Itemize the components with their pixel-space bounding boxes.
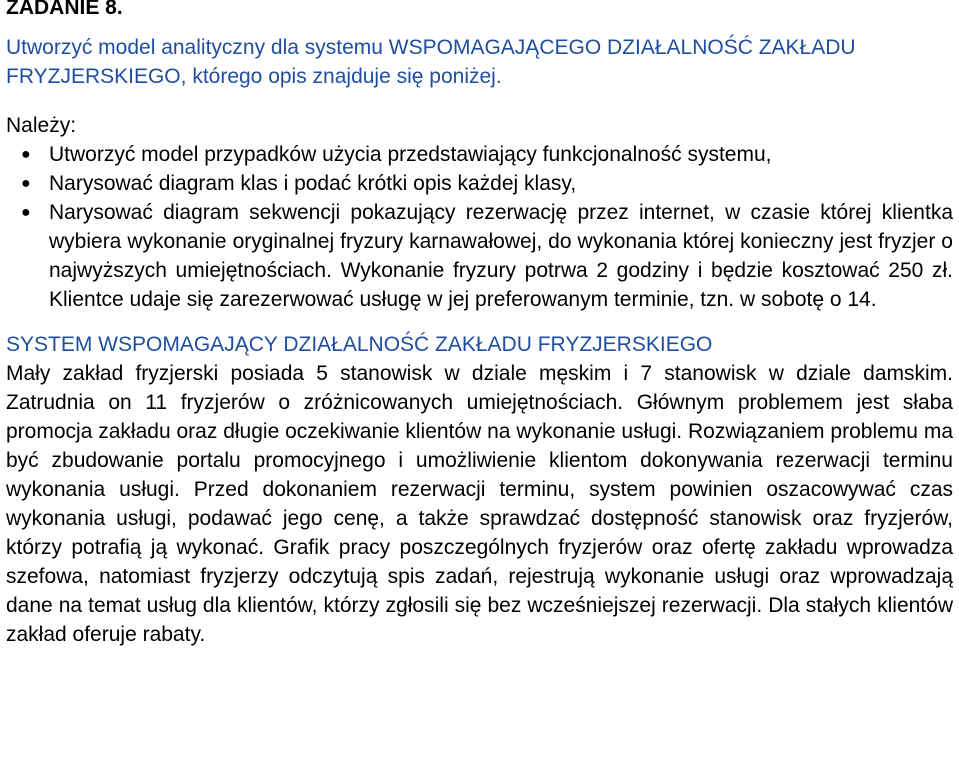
task-heading: ZADANIE 8. [6, 0, 123, 19]
bullet-icon: ● [21, 146, 31, 163]
task-item [6, 140, 953, 169]
document-page [6, 0, 953, 649]
task-item-text: Utworzyć model przypadków użycia przedstawiający funkcjonalność systemu, [49, 143, 772, 166]
bullet-icon: ● [21, 175, 31, 192]
tasks-intro: Należy: [6, 114, 77, 137]
task-item-text: Narysować diagram klas i podać krótki opis każdej klasy, [49, 172, 577, 195]
system-description: Mały zakład fryzjerski posiada 5 stanowisk w dziale męskim i 7 stanowisk w dziale damskim. Zatrudnia on 11 fryzjerów o zróżnicowanych umiejętnościach. Głównym problemem jest słaba promocja zakładu oraz długie oczekiwanie klientów na wykonanie usługi. Rozwiązaniem problemu ma być zbudowanie portalu promocyjnego i umożliwienie klientom dokonywania rezerwacji terminu wykonania usługi. Przed dokonaniem rezerwacji terminu, system powinien oszacowywać czas wykonania usługi, podawać jego cenę, a także sprawdzać dostępność stanowisk oraz fryzjerów, którzy potrafią ją wykonać. Grafik pracy poszczególnych fryzjerów oraz ofertę zakładu wprowadza szefowa, natomiast fryzjerzy odczytują spis zadań, rejestrują wykonanie usługi oraz wprowadzają dane na temat usług dla klientów, którzy zgłosili się bez wcześniejszej rezerwacji. Dla stałych klientów zakład oferuje rabaty. [6, 362, 953, 646]
task-list [6, 140, 953, 314]
bullet-icon: ● [21, 204, 31, 221]
task-title: Utworzyć model analityczny dla systemu WSPOMAGAJĄCEGO DZIAŁALNOŚĆ ZAKŁADU FRYZJERSKIEGO, którego opis znajduje się poniżej. [6, 36, 856, 88]
task-item-text: Narysować diagram sekwencji pokazujący rezerwację przez internet, w czasie której klientka wybiera wykonanie oryginalnej fryzury karnawałowej, do wykonania której konieczny jest fryzjer o najwyższych umiejętnościach. Wykonanie fryzury potrwa 2 godziny i będzie kosztować 250 zł. Klientce udaje się zarezerwować usługę w jej preferowanym terminie, tzn. w sobotę o 14. [49, 201, 953, 311]
task-item [6, 169, 953, 198]
system-section-title: SYSTEM WSPOMAGAJĄCY DZIAŁALNOŚĆ ZAKŁADU FRYZJERSKIEGO [6, 333, 713, 356]
task-item [6, 198, 953, 314]
